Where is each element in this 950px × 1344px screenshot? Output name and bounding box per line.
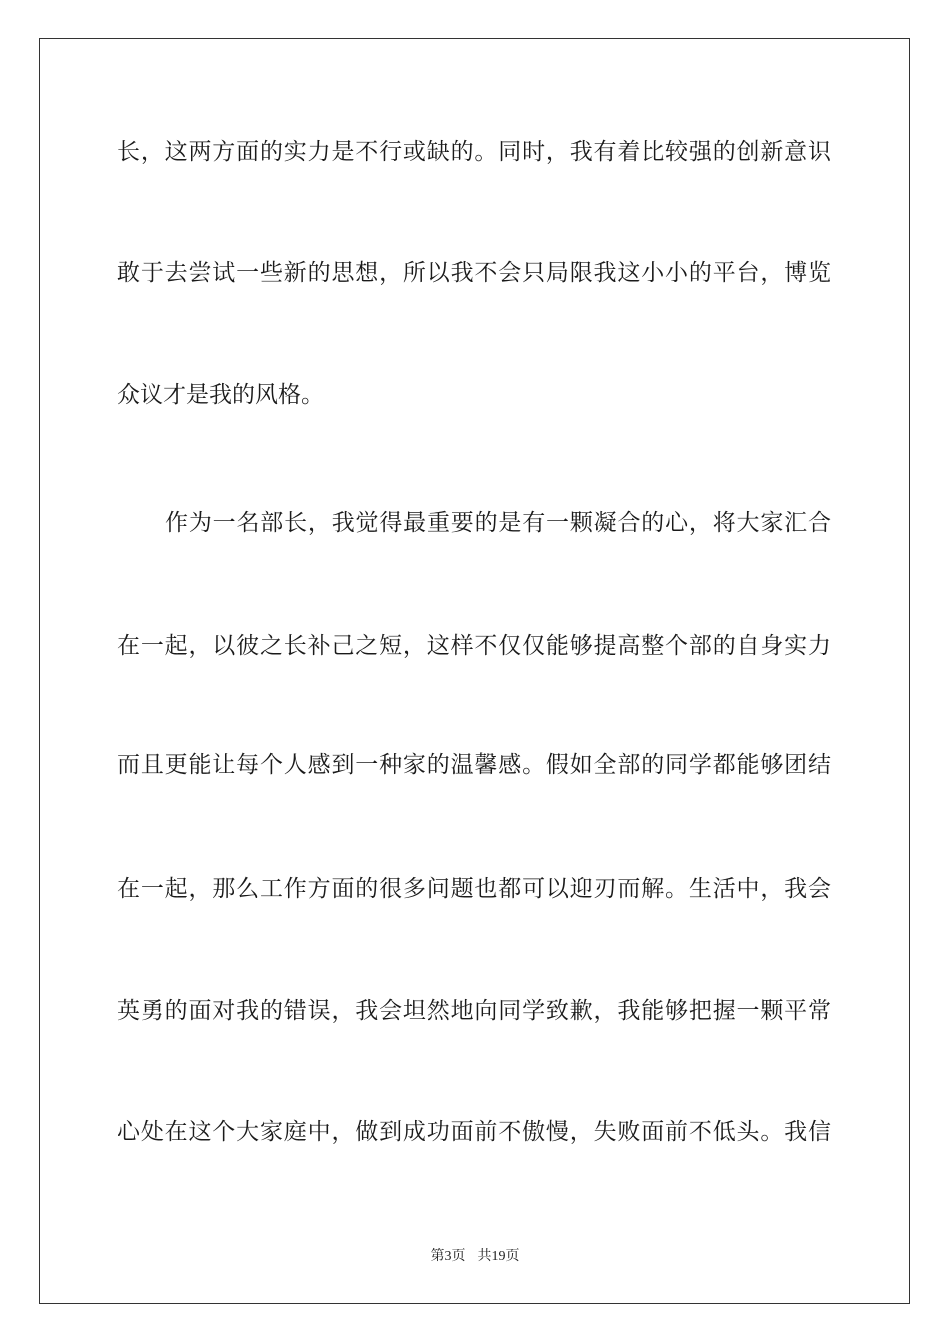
text-line: 在一起，那么工作方面的很多问题也都可以迎刃而解。生活中，我会 xyxy=(117,876,831,902)
total-pages: 共19页 xyxy=(477,1249,520,1264)
text-line: 在一起，以彼之长补己之短，这样不仅仅能够提高整个部的自身实力 xyxy=(117,633,831,659)
page-border xyxy=(39,38,910,1304)
text-line: 心处在这个大家庭中，做到成功面前不傲慢，失败面前不低头。我信 xyxy=(117,1119,831,1145)
text-line: 英勇的面对我的错误，我会坦然地向同学致歉，我能够把握一颗平常 xyxy=(117,998,831,1024)
text-line: 众议才是我的风格。 xyxy=(117,382,324,408)
paragraph-first-line: 作为一名部长，我觉得最重要的是有一颗凝合的心，将大家汇合 xyxy=(165,510,831,536)
page-number: 第3页 xyxy=(430,1249,466,1264)
page-footer xyxy=(0,1248,950,1266)
text-line: 敢于去尝试一些新的思想，所以我不会只局限我这小小的平台，博览 xyxy=(117,260,831,286)
text-line: 长，这两方面的实力是不行或缺的。同时，我有着比较强的创新意识 xyxy=(117,139,831,165)
text-line: 而且更能让每个人感到一种家的温馨感。假如全部的同学都能够团结 xyxy=(117,752,831,778)
